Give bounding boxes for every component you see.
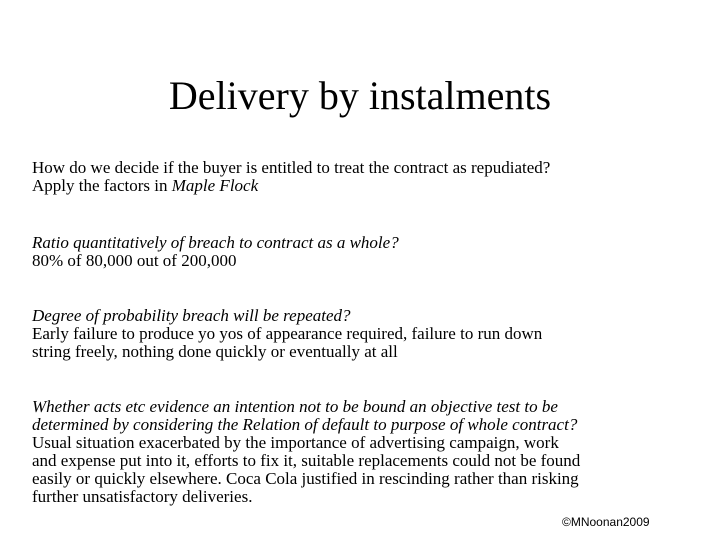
ratio-answer: 80% of 80,000 out of 200,000 (32, 251, 237, 270)
ratio-factor-block (32, 234, 692, 270)
probability-factor-block (32, 307, 692, 361)
intention-factor-block (32, 398, 692, 506)
intention-answer-line-1: Usual situation exacerbated by the importance of advertising campaign, work (32, 433, 559, 452)
apply-factors-text: Apply the factors in (32, 176, 172, 195)
probability-answer-line-2: string freely, nothing done quickly or eventually at all (32, 342, 398, 361)
intention-answer-line-3: easily or quickly elsewhere. Coca Cola justified in rescinding rather than risking (32, 469, 579, 488)
intention-question-line-1: Whether acts etc evidence an intention not to be bound an objective test to be (32, 397, 558, 416)
intention-question-line-2: determined by considering the Relation of default to purpose of whole contract? (32, 415, 578, 434)
probability-answer-line-1: Early failure to produce yo yos of appearance required, failure to run down (32, 324, 543, 343)
intention-answer-line-2: and expense put into it, efforts to fix it, suitable replacements could not be found (32, 451, 581, 470)
copyright-notice: ©MNoonan2009 (562, 515, 650, 529)
factors-intro-block (32, 159, 692, 195)
slide-title: Delivery by instalments (168, 73, 552, 118)
case-name-maple-flock: Maple Flock (171, 176, 259, 195)
probability-question: Degree of probability breach will be repeated? (32, 306, 351, 325)
intro-apply-factors (32, 177, 692, 195)
ratio-question: Ratio quantitatively of breach to contract as a whole? (32, 233, 399, 252)
intro-question: How do we decide if the buyer is entitled to treat the contract as repudiated? (32, 158, 551, 177)
intention-answer-line-4: further unsatisfactory deliveries. (32, 487, 253, 506)
